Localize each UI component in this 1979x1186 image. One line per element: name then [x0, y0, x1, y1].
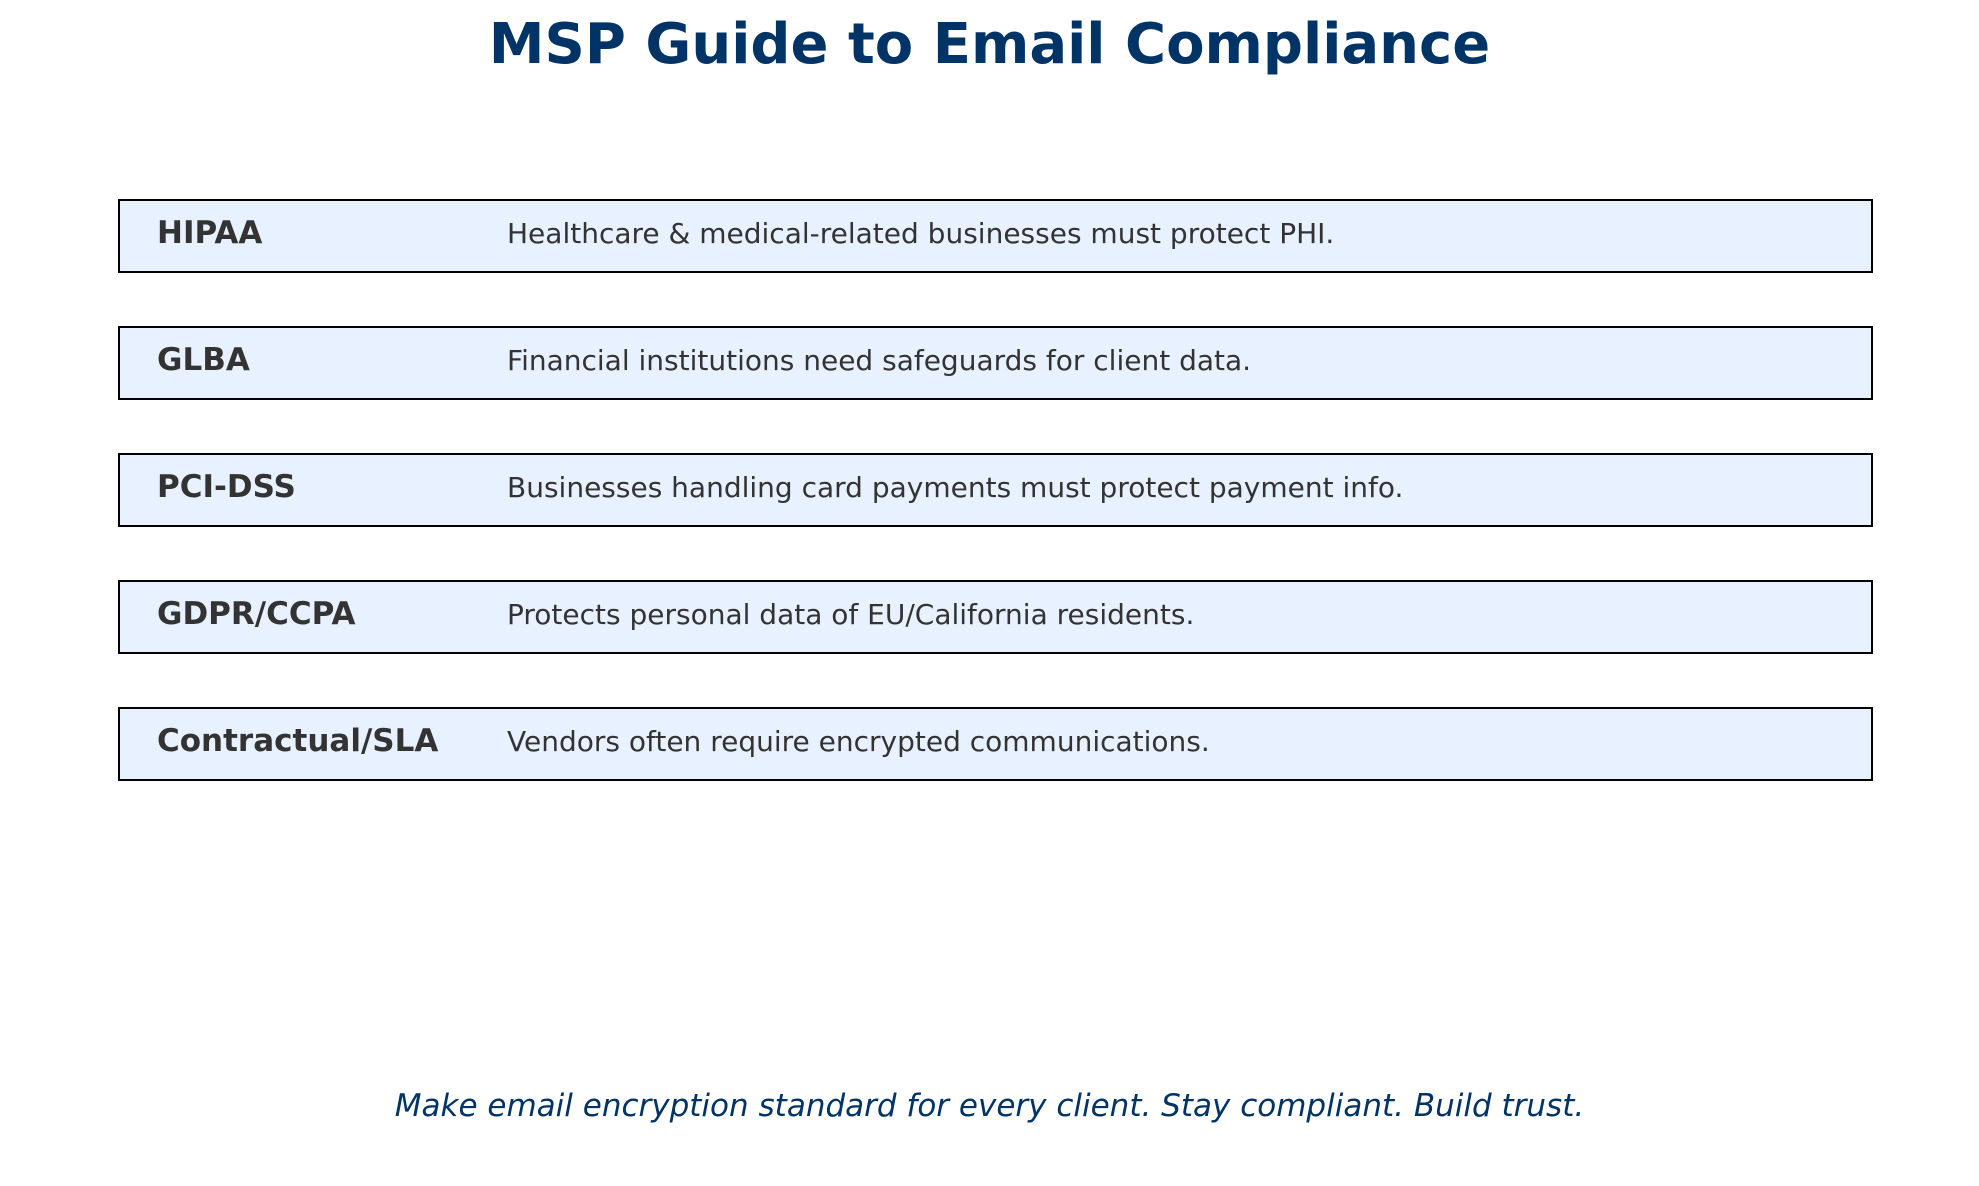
compliance-row-contractual-sla — [118, 707, 1873, 781]
row-label: Contractual/SLA — [157, 723, 439, 759]
row-label: PCI-DSS — [157, 469, 296, 505]
row-description: Vendors often require encrypted communications. — [507, 725, 1210, 758]
row-description: Protects personal data of EU/California residents. — [507, 598, 1195, 631]
row-description: Healthcare & medical-related businesses must protect PHI. — [507, 217, 1335, 250]
row-description: Businesses handling card payments must protect payment info. — [507, 471, 1404, 504]
row-description: Financial institutions need safeguards for client data. — [507, 344, 1252, 377]
compliance-list — [118, 199, 1873, 834]
page-title: MSP Guide to Email Compliance — [488, 12, 1491, 77]
footer-tagline: Make email encryption standard for every client. Stay compliant. Build trust. — [394, 1088, 1585, 1124]
row-label: GDPR/CCPA — [157, 596, 356, 632]
compliance-row-hipaa — [118, 199, 1873, 273]
compliance-row-pci-dss — [118, 453, 1873, 527]
compliance-row-gdpr-ccpa — [118, 580, 1873, 654]
row-label: HIPAA — [157, 215, 263, 251]
row-label: GLBA — [157, 342, 250, 378]
compliance-row-glba — [118, 326, 1873, 400]
